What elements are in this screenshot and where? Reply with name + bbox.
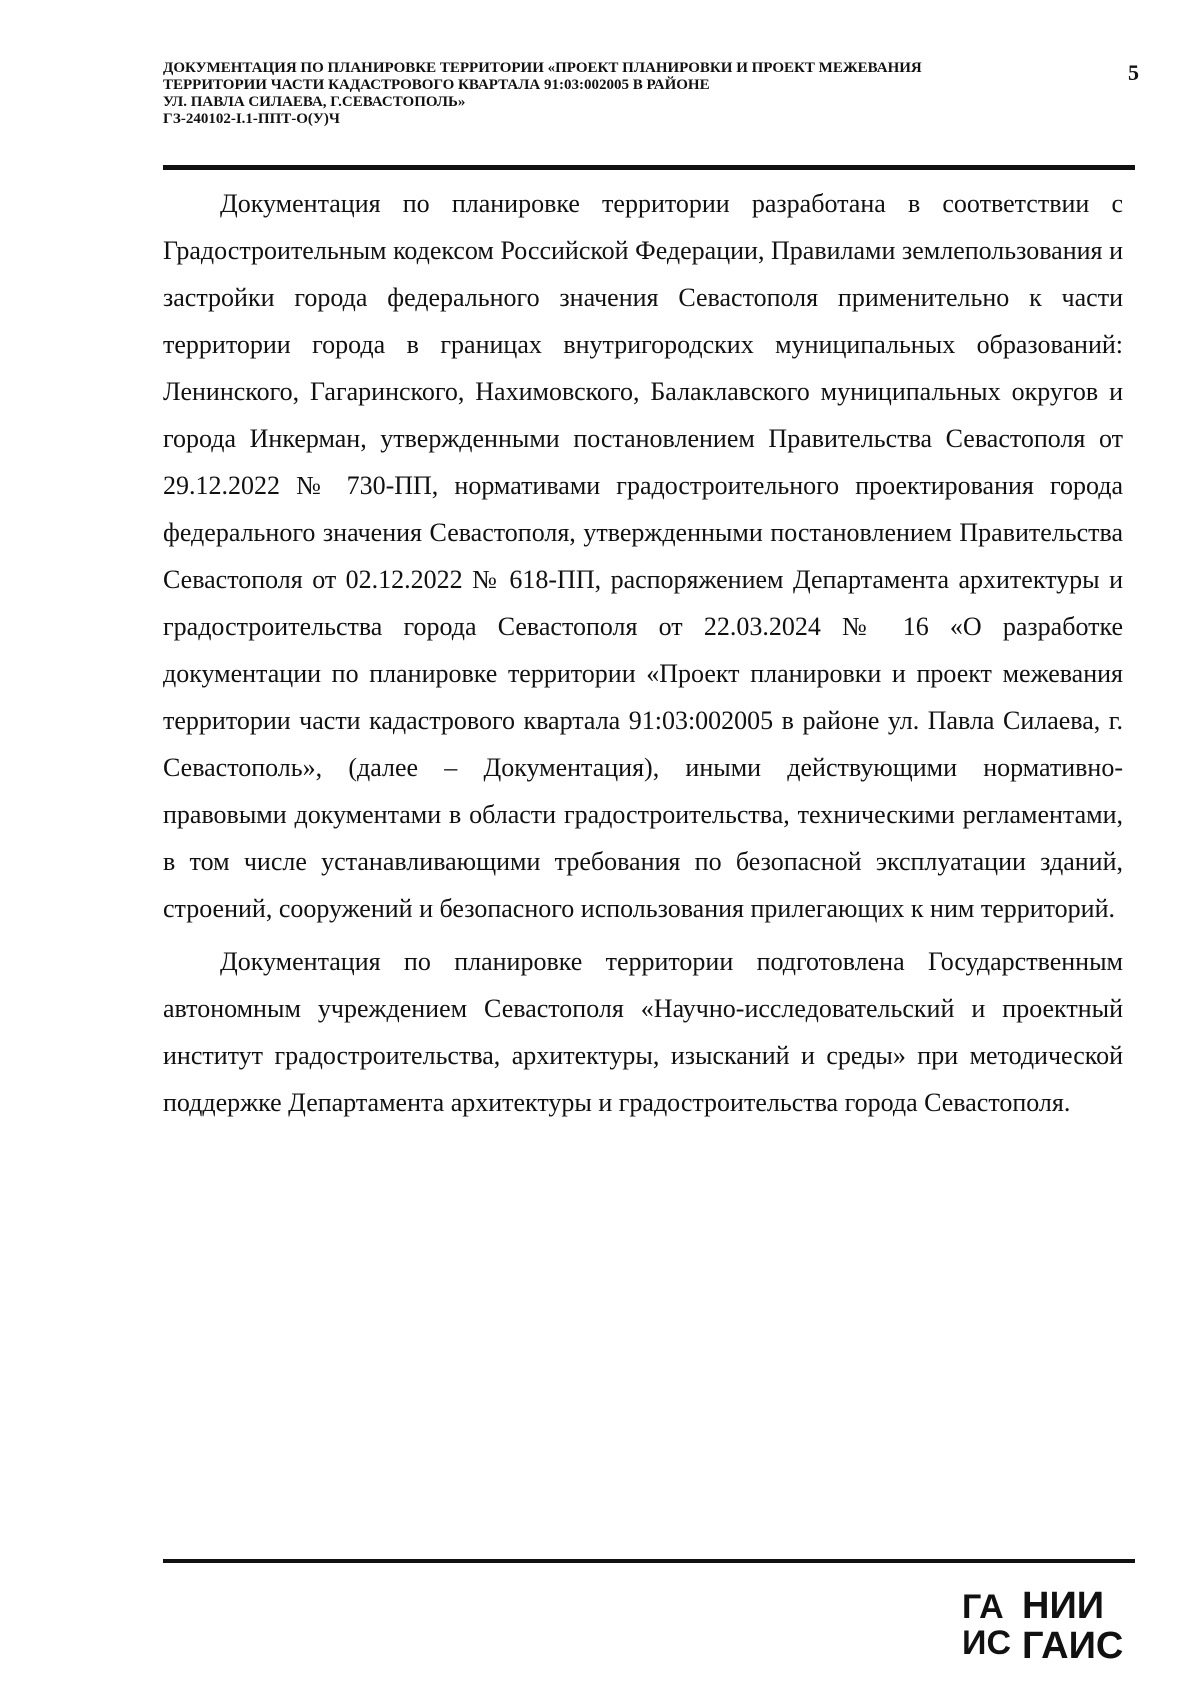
header-title-line-2: ТЕРРИТОРИИ ЧАСТИ КАДАСТРОВОГО КВАРТАЛА 91:03:002005 В РАЙОНЕ — [163, 77, 710, 93]
document-body — [163, 180, 1123, 1126]
logo-text-line-1: НИИ — [1022, 1585, 1105, 1627]
header-divider — [163, 165, 1135, 170]
logo-text-line-2: ГАИС — [1022, 1625, 1124, 1667]
page-number: 5 — [1128, 60, 1139, 85]
paragraph-2: Документация по планировке территории подготовлена Государственным автономным учреждением Севастополя «Научно-исследовательский и проектный институт градостроительства, архитектуры, изысканий и среды» при методической поддержке Департамента архитектуры и градостроительства города Севастополя. — [163, 947, 1123, 1117]
document-header — [163, 60, 1063, 128]
paragraph-1: Документация по планировке территории разработана в соответствии с Градостроительным кодексом Российской Федерации, Правилами землепользования и застройки города федерального значения Севастополя применительно к части территории города в границах внутригородских муниципальных образований: Ленинского, Гагаринского, Нахимовского, Балаклавского муниципальных округов и города Инкерман, утвержденными постановлением Правительства Севастополя от 29.12.2022 № 730-ПП, нормативами градостроительного проектирования города федерального значения Севастополя, утвержденными постановлением Правительства Севастополя от 02.12.2022 № 618-ПП, распоряжением Департамента архитектуры и градостроительства города Севастополя от 22.03.2024 № 16 «О разработке документации по планировке территории «Проект планировки и проект межевания территории части кадастрового квартала 91:03:002005 в районе ул. Павла Силаева, г. Севастополь», (далее – Документация), иными действующими нормативно- правовыми документами в области градостроительства, техническими регламентами, в том числе устанавливающими требования по безопасной эксплуатации зданий, строений, сооружений и безопасного использования прилегающих к ним территорий. — [163, 189, 1123, 923]
logo-mark-top: ГА — [962, 1588, 1004, 1626]
document-code: ГЗ-240102-I.1-ППТ-О(У)Ч — [163, 111, 340, 127]
header-title-line-1: ДОКУМЕНТАЦИЯ ПО ПЛАНИРОВКЕ ТЕРРИТОРИИ «ПРОЕКТ ПЛАНИРОВКИ И ПРОЕКТ МЕЖЕВАНИЯ — [163, 60, 922, 76]
logo-mark-bottom: ИС — [962, 1624, 1011, 1662]
footer-divider — [163, 1559, 1135, 1563]
header-title-line-3: УЛ. ПАВЛА СИЛАЕВА, Г.СЕВАСТОПОЛЬ» — [163, 94, 466, 110]
nii-gais-logo — [960, 1582, 1140, 1672]
